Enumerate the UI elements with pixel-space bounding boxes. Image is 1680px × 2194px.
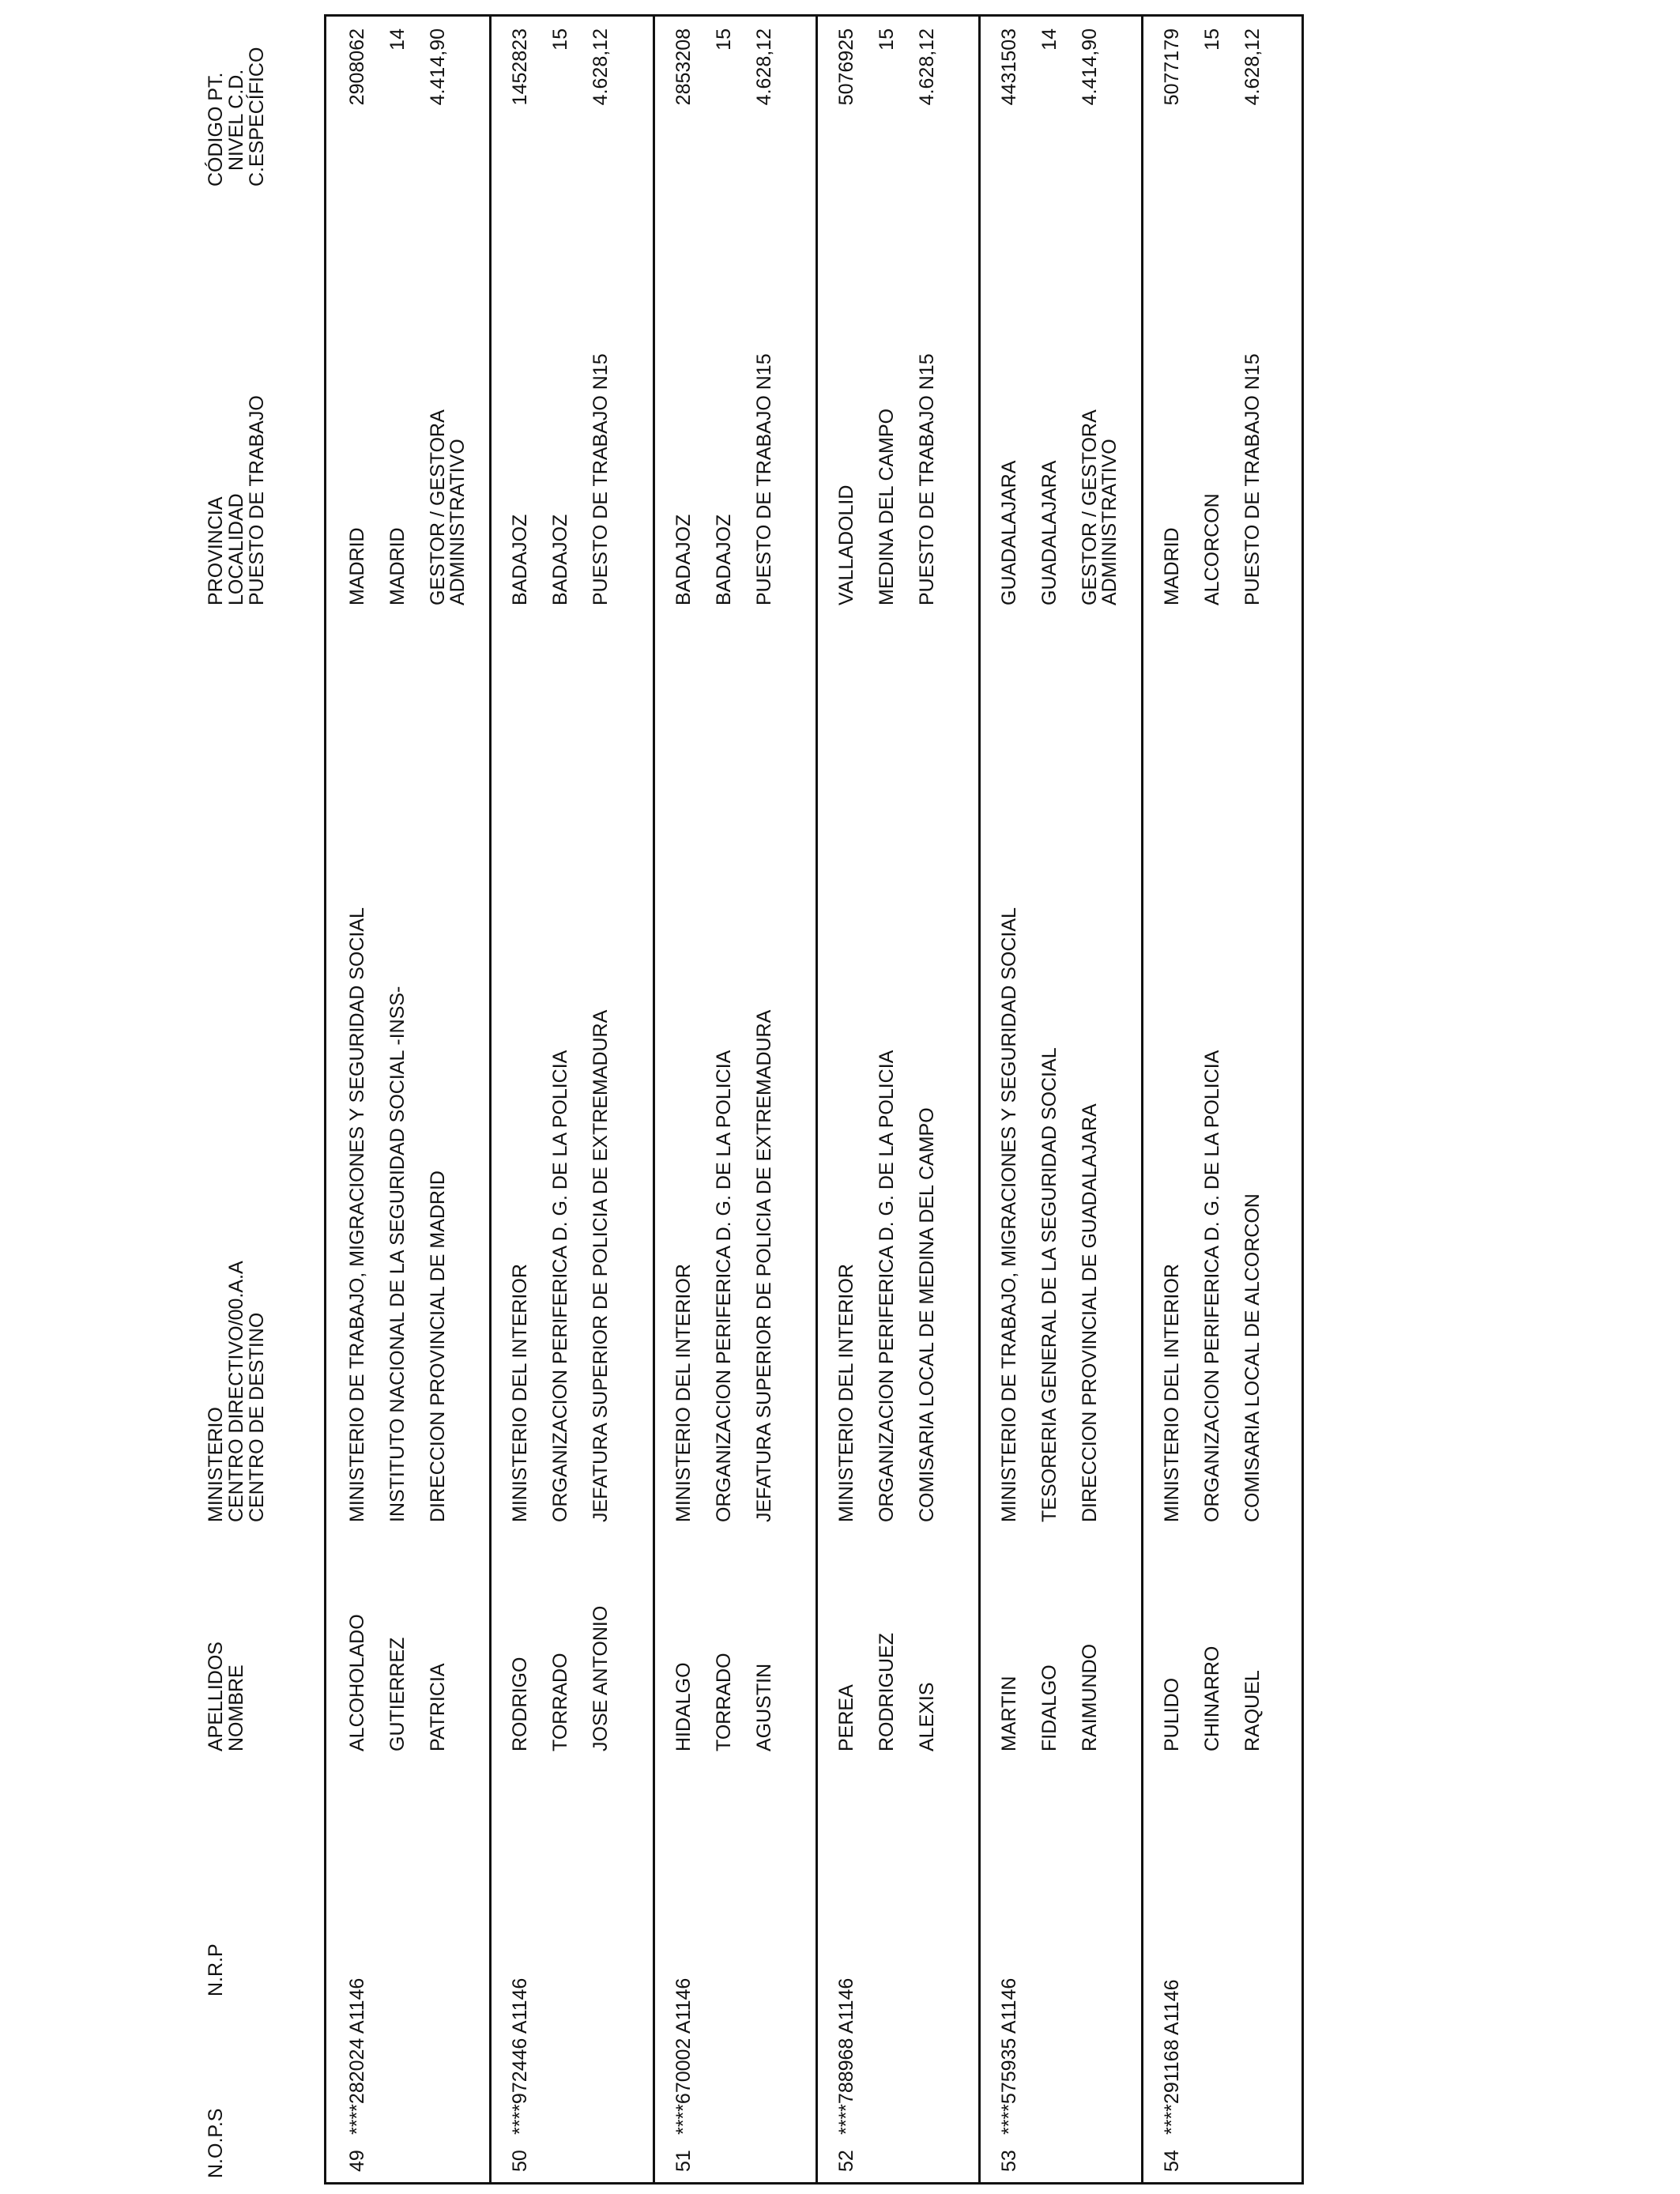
cell-puesto: PUESTO DE TRABAJO N15 <box>916 353 938 605</box>
cell-nrp: ****575935 A1146 <box>998 1977 1020 2135</box>
cell-localidad: BADAJOZ <box>713 514 735 605</box>
cell-nivel: 14 <box>386 28 409 51</box>
table-frame <box>324 14 1304 2185</box>
header-puesto: PUESTO DE TRABAJO <box>246 395 268 605</box>
cell-centro-directivo: ORGANIZACION PERIFERICA D. G. DE LA POLICIA <box>876 1050 898 1522</box>
cell-codigo: 2853208 <box>672 28 695 106</box>
cell-apellido1: ALCOHOLADO <box>346 1614 368 1751</box>
header-nrp: N.R.P <box>205 1943 227 1996</box>
header-ministerio: MINISTERIO <box>205 1407 227 1522</box>
header-codigo: CÓDIGO PT. <box>205 72 227 187</box>
cell-provincia: BADAJOZ <box>509 514 531 605</box>
cell-codigo: 5076925 <box>835 28 857 106</box>
cell-ministerio: MINISTERIO DEL INTERIOR <box>509 1264 531 1522</box>
cell-ministerio: MINISTERIO DE TRABAJO, MIGRACIONES Y SEGURIDAD SOCIAL <box>998 907 1020 1522</box>
cell-nrp: ****788968 A1146 <box>835 1977 857 2135</box>
cell-centro-destino: COMISARIA LOCAL DE MEDINA DEL CAMPO <box>916 1107 938 1522</box>
cell-codigo: 2908062 <box>346 28 368 106</box>
cell-nivel: 15 <box>549 28 571 51</box>
cell-provincia: MADRID <box>346 527 368 605</box>
cell-puesto: PUESTO DE TRABAJO N15 <box>753 353 775 605</box>
cell-apellido1: PULIDO <box>1161 1677 1183 1751</box>
cell-localidad: MEDINA DEL CAMPO <box>876 408 898 605</box>
cell-centro-directivo: INSTITUTO NACIONAL DE LA SEGURIDAD SOCIAL -INSS- <box>386 986 409 1522</box>
row-separator <box>489 14 492 2185</box>
cell-apellido1: PEREA <box>835 1684 857 1751</box>
header-nops: N.O.P.S <box>205 2108 227 2178</box>
cell-localidad: MADRID <box>386 527 409 605</box>
row-separator <box>816 14 818 2185</box>
cell-nivel: 14 <box>1038 28 1060 51</box>
cell-localidad: BADAJOZ <box>549 514 571 605</box>
cell-especifico: 4.414,90 <box>427 28 449 106</box>
cell-provincia: VALLADOLID <box>835 484 857 605</box>
row-separator <box>653 14 655 2185</box>
cell-puesto-cont: ADMINISTRATIVO <box>446 439 469 605</box>
cell-ministerio: MINISTERIO DEL INTERIOR <box>1161 1264 1183 1522</box>
row-separator <box>1141 14 1143 2185</box>
cell-especifico: 4.414,90 <box>1079 28 1101 106</box>
cell-nrp: ****282024 A1146 <box>346 1977 368 2135</box>
cell-puesto: GESTOR / GESTORA <box>427 409 449 605</box>
header-centro-destino: CENTRO DE DESTINO <box>246 1312 268 1522</box>
cell-apellido2: RODRIGUEZ <box>876 1633 898 1751</box>
cell-localidad: GUADALAJARA <box>1038 460 1060 605</box>
cell-centro-destino: DIRECCION PROVINCIAL DE GUADALAJARA <box>1079 1103 1101 1522</box>
cell-especifico: 4.628,12 <box>590 28 612 106</box>
cell-apellido2: TORRADO <box>713 1653 735 1751</box>
cell-provincia: GUADALAJARA <box>998 460 1020 605</box>
cell-number: 50 <box>509 2150 531 2172</box>
cell-nombre: JOSE ANTONIO <box>590 1605 612 1751</box>
cell-number: 49 <box>346 2150 368 2172</box>
cell-apellido1: MARTIN <box>998 1676 1020 1751</box>
cell-nivel: 15 <box>876 28 898 51</box>
cell-puesto: GESTOR / GESTORA <box>1079 409 1101 605</box>
cell-localidad: ALCORCON <box>1201 493 1223 605</box>
cell-codigo: 4431503 <box>998 28 1020 106</box>
cell-especifico: 4.628,12 <box>916 28 938 106</box>
header-centro-directivo: CENTRO DIRECTIVO/00.A.A <box>225 1261 247 1522</box>
cell-provincia: BADAJOZ <box>672 514 695 605</box>
cell-especifico: 4.628,12 <box>1241 28 1264 106</box>
cell-codigo: 5077179 <box>1161 28 1183 106</box>
cell-number: 54 <box>1161 2150 1183 2172</box>
cell-puesto: PUESTO DE TRABAJO N15 <box>590 353 612 605</box>
cell-especifico: 4.628,12 <box>753 28 775 106</box>
cell-provincia: MADRID <box>1161 527 1183 605</box>
cell-centro-directivo: ORGANIZACION PERIFERICA D. G. DE LA POLICIA <box>549 1050 571 1522</box>
cell-number: 53 <box>998 2150 1020 2172</box>
header-localidad: LOCALIDAD <box>225 493 247 605</box>
cell-puesto: PUESTO DE TRABAJO N15 <box>1241 353 1264 605</box>
cell-apellido1: HIDALGO <box>672 1662 695 1751</box>
cell-centro-destino: JEFATURA SUPERIOR DE POLICIA DE EXTREMADURA <box>590 1009 612 1522</box>
cell-apellido2: GUTIERREZ <box>386 1637 409 1751</box>
cell-nrp: ****291168 A1146 <box>1161 1979 1183 2135</box>
header-provincia: PROVINCIA <box>205 496 227 605</box>
cell-nombre: PATRICIA <box>427 1663 449 1751</box>
cell-apellido2: FIDALGO <box>1038 1664 1060 1751</box>
header-especifico: C.ESPECÍFICO <box>246 47 268 187</box>
cell-puesto-cont: ADMINISTRATIVO <box>1098 439 1121 605</box>
cell-nrp: ****670002 A1146 <box>672 1977 695 2135</box>
cell-centro-destino: COMISARIA LOCAL DE ALCORCON <box>1241 1193 1264 1522</box>
cell-codigo: 1452823 <box>509 28 531 106</box>
cell-ministerio: MINISTERIO DEL INTERIOR <box>672 1264 695 1522</box>
cell-nombre: RAQUEL <box>1241 1670 1264 1751</box>
cell-ministerio: MINISTERIO DEL INTERIOR <box>835 1264 857 1522</box>
cell-nombre: ALEXIS <box>916 1682 938 1751</box>
cell-apellido1: RODRIGO <box>509 1657 531 1751</box>
cell-nivel: 15 <box>713 28 735 51</box>
cell-nombre: RAIMUNDO <box>1079 1643 1101 1751</box>
cell-centro-directivo: ORGANIZACION PERIFERICA D. G. DE LA POLICIA <box>1201 1050 1223 1522</box>
cell-centro-directivo: TESORERIA GENERAL DE LA SEGURIDAD SOCIAL <box>1038 1047 1060 1522</box>
header-apellidos: APELLIDOS <box>205 1642 227 1751</box>
cell-centro-destino: JEFATURA SUPERIOR DE POLICIA DE EXTREMADURA <box>753 1009 775 1522</box>
cell-ministerio: MINISTERIO DE TRABAJO, MIGRACIONES Y SEGURIDAD SOCIAL <box>346 907 368 1522</box>
header-nivel: NIVEL C.D. <box>225 69 247 171</box>
cell-nivel: 15 <box>1201 28 1223 51</box>
cell-nombre: AGUSTIN <box>753 1663 775 1751</box>
row-separator <box>978 14 981 2185</box>
header-nombre: NOMBRE <box>225 1664 247 1751</box>
cell-number: 51 <box>672 2150 695 2172</box>
cell-apellido2: CHINARRO <box>1201 1646 1223 1751</box>
cell-nrp: ****972446 A1146 <box>509 1977 531 2135</box>
cell-centro-destino: DIRECCION PROVINCIAL DE MADRID <box>427 1171 449 1522</box>
cell-number: 52 <box>835 2150 857 2172</box>
cell-apellido2: TORRADO <box>549 1653 571 1751</box>
cell-centro-directivo: ORGANIZACION PERIFERICA D. G. DE LA POLICIA <box>713 1050 735 1522</box>
